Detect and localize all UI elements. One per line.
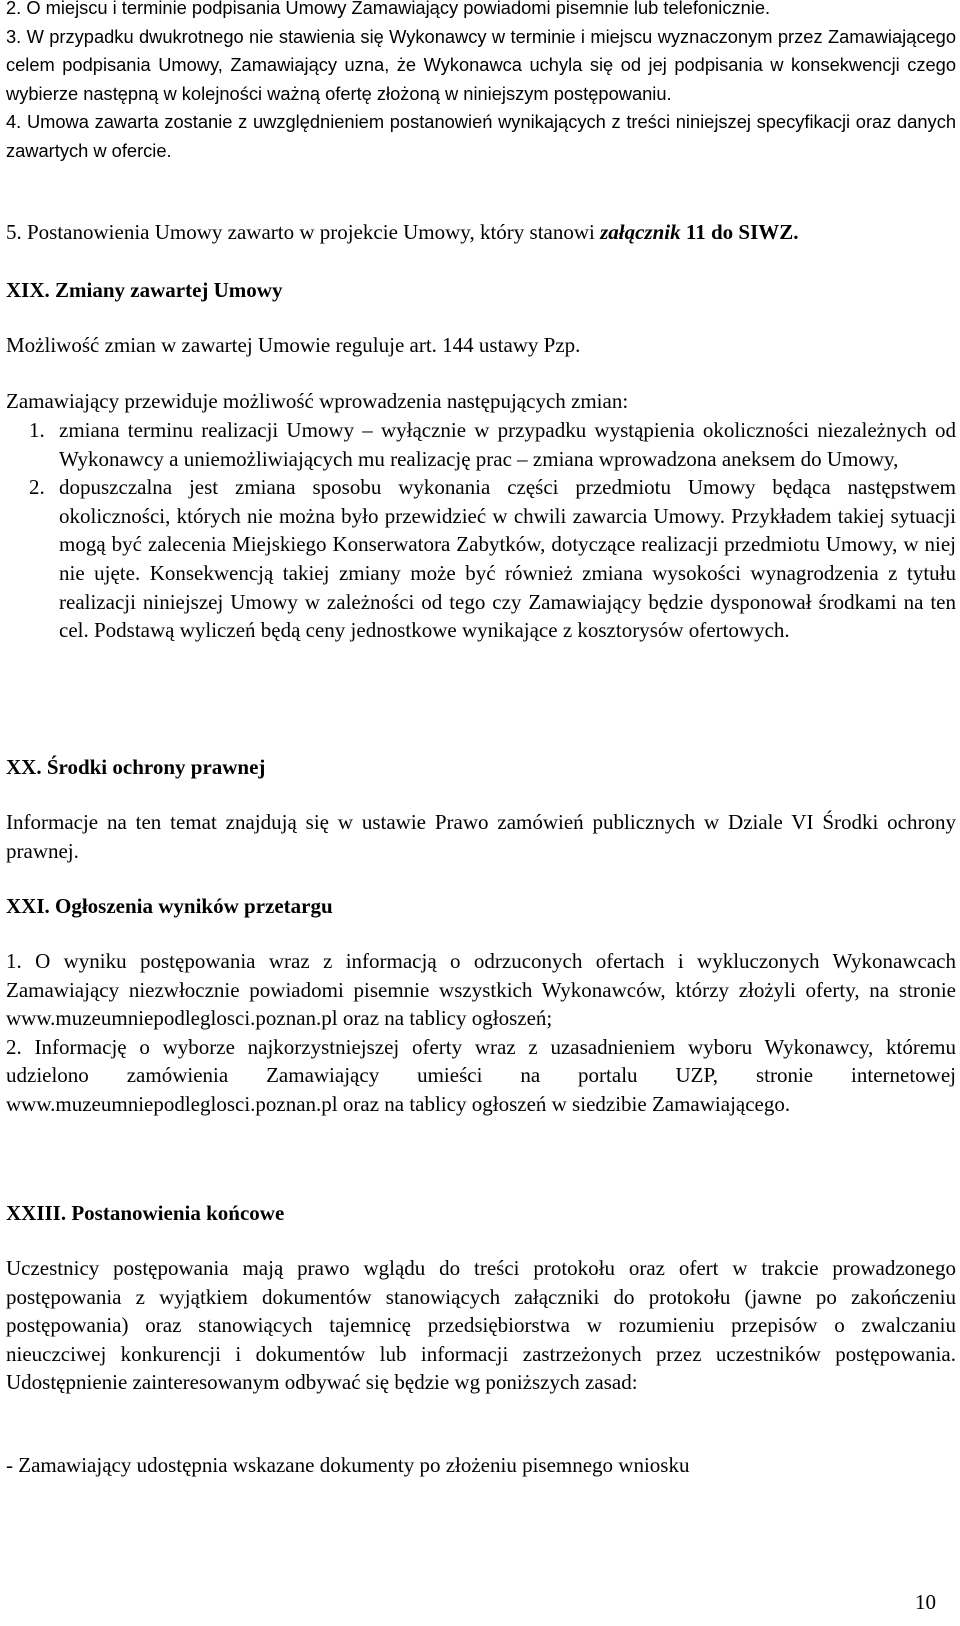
section-21-body <box>6 947 956 1119</box>
item-2: 2. O miejscu i terminie podpisania Umowy Zamawiający powiadomi pisemnie lub telefonicznie. <box>6 0 771 18</box>
section-19-list-intro: Zamawiający przewiduje możliwość wprowadzenia następujących zmian: <box>6 389 629 413</box>
section-19-list <box>6 416 956 645</box>
list-item-number: 1. <box>29 418 45 442</box>
section-21-paragraph-1: 1. O wyniku postępowania wraz z informacją o odrzuconych ofertach i wykluczonych Wykonawcach Zamawiający niezwłocznie powiadomi pisemnie wszystkich Wykonawców, którzy złożyli oferty, na stronie www.muzeumniepodleglosci.poznan.pl oraz na tablicy ogłoszeń; <box>6 949 956 1031</box>
item-5-prefix: 5. Postanowienia Umowy zawarto w projekcie Umowy, który stanowi <box>6 220 601 244</box>
section-23-heading: XXIII. Postanowienia końcowe <box>6 1201 285 1225</box>
list-item <box>29 416 956 473</box>
item-5-suffix: 11 do SIWZ. <box>680 220 799 244</box>
item-5-emph: załącznik <box>600 220 681 244</box>
page-number: 10 <box>915 1590 936 1614</box>
section-23-text: Uczestnicy postępowania mają prawo wglądu do treści protokołu oraz ofert w trakcie prowadzonego postępowania z wyjątkiem dokumentów stanowiących załączniki do protokołu (jawne po zakończeniu postępowania) oraz stanowiących tajemnicę przedsiębiorstwa w rozumieniu przepisów o zwalczaniu nieuczciwej konkurencji i dokumentów lub informacji zastrzeżonych przez uczestników postępowania. Udostępnienie zainteresowanym odbywać się będzie wg poniższych zasad: <box>6 1256 956 1395</box>
list-item-text: zmiana terminu realizacji Umowy – wyłącznie w przypadku wystąpienia okoliczności niezależnych od Wykonawcy a uniemożliwiających mu realizację prac – zmiana wprowadzona aneksem do Umowy, <box>59 418 956 471</box>
list-item-text: dopuszczalna jest zmiana sposobu wykonania części przedmiotu Umowy będąca następstwem okoliczności, których nie można było przewidzieć w chwili zawarcia Umowy. Przykładem takiej sytuacji mogą być zalecenia Miejskiego Konserwatora Zabytków, dotyczące realizacji przedmiotu Umowy, w niej nie ujęte. Konsekwencją takiej zmiany może być również zmiana wysokości wynagrodzenia z tytułu realizacji niniejszej Umowy w zależności od tego czy Zamawiający będzie dysponował środkami na ten cel. Podstawą wyliczeń będą ceny jednostkowe wynikające z kosztorysów ofertowych. <box>59 475 956 643</box>
item-3: 3. W przypadku dwukrotnego nie stawienia się Wykonawcy w terminie i miejscu wyznaczonym przez Zamawiającego celem podpisania Umowy, Zamawiający uzna, że Wykonawca uchyla się od jej podpisania w konsekwencji czego wybierze następną w kolejności ważną ofertę złożoną w niniejszym postępowaniu. <box>6 25 956 104</box>
section-20-text: Informacje na ten temat znajdują się w ustawie Prawo zamówień publicznych w Dziale VI Środki ochrony prawnej. <box>6 810 956 863</box>
section-20-heading: XX. Środki ochrony prawnej <box>6 755 266 779</box>
section-19-intro: Możliwość zmian w zawartej Umowie reguluje art. 144 ustawy Pzp. <box>6 333 581 357</box>
section-23-dash-item: - Zamawiający udostępnia wskazane dokumenty po złożeniu pisemnego wniosku <box>6 1453 690 1477</box>
list-item <box>29 473 956 645</box>
section-21-paragraph-2: 2. Informację o wyborze najkorzystniejszej oferty wraz z uzasadnieniem wyboru Wykonawcy, któremu udzielono zamówienia Zamawiający umieści na portalu UZP, stronie internetowej www.muzeumniepodleglosci.poznan.pl oraz na tablicy ogłoszeń w siedzibie Zamawiającego. <box>6 1034 956 1116</box>
section-19-heading: XIX. Zmiany zawartej Umowy <box>6 278 283 302</box>
item-4: 4. Umowa zawarta zostanie z uwzględnieniem postanowień wynikających z treści niniejszej specyfikacji oraz danych zawartych w ofercie. <box>6 111 956 161</box>
list-item-number: 2. <box>29 475 45 500</box>
section-21-heading: XXI. Ogłoszenia wyników przetargu <box>6 894 333 918</box>
top-items <box>6 0 956 166</box>
item-5 <box>6 218 956 247</box>
